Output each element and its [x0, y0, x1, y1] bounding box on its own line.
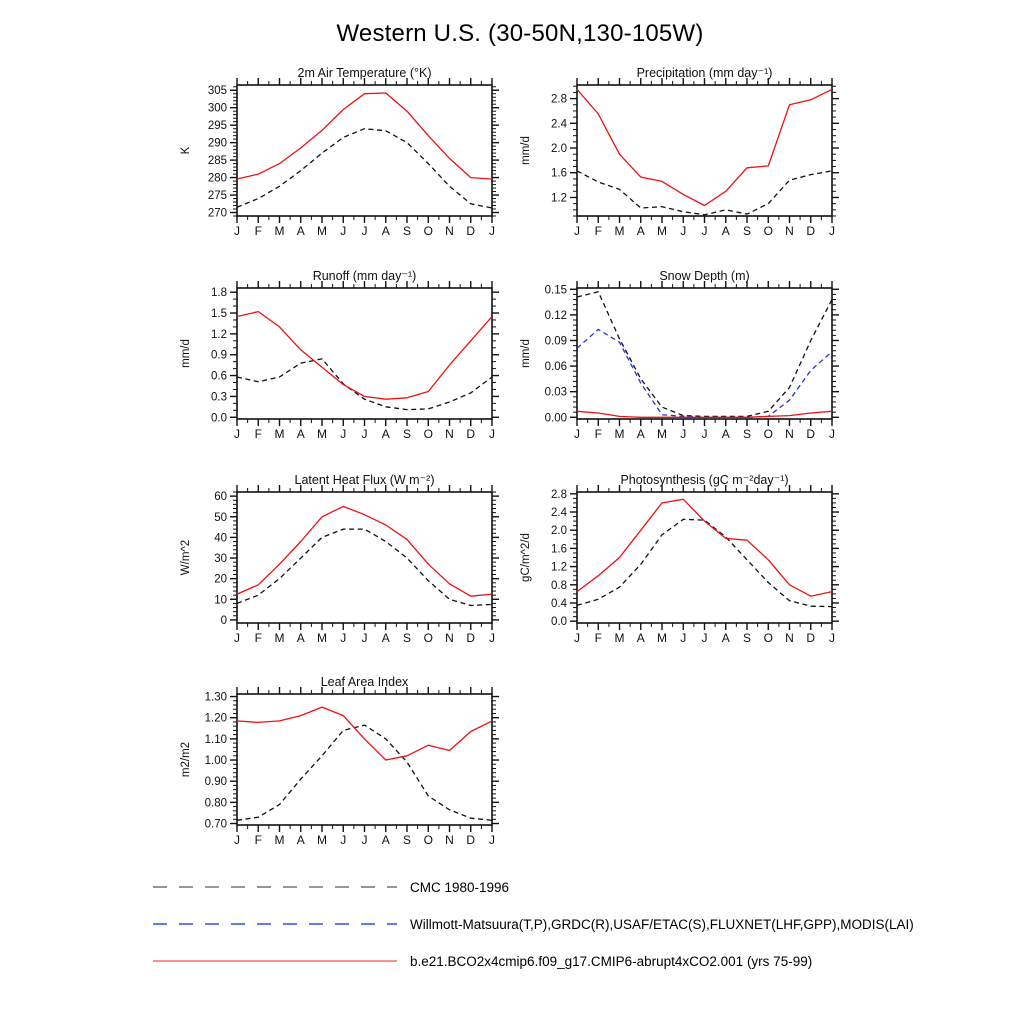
- x-tick-label: M: [274, 833, 285, 847]
- x-tick-label: O: [423, 631, 433, 645]
- y-tick-label: 0: [220, 614, 227, 627]
- x-tick-label: A: [721, 631, 730, 645]
- y-axis-label: mm/d: [180, 339, 192, 368]
- y-tick-label: 300: [207, 102, 227, 115]
- x-tick-label: J: [701, 224, 708, 238]
- x-tick-label: J: [340, 833, 347, 847]
- plot-frame: [237, 694, 492, 825]
- y-tick-label: 0.70: [204, 818, 227, 831]
- series-obs: [237, 359, 492, 410]
- x-tick-label: A: [296, 631, 305, 645]
- y-tick-label: 1.20: [204, 712, 227, 725]
- x-tick-label: J: [234, 224, 240, 238]
- y-tick-label: 0.6: [211, 370, 227, 383]
- y-tick-label: 295: [207, 120, 227, 133]
- x-tick-label: A: [296, 224, 305, 238]
- y-tick-label: 10: [214, 594, 227, 607]
- x-tick-label: F: [594, 631, 602, 645]
- figure-title: Western U.S. (30-50N,130-105W): [336, 20, 704, 47]
- legend-item-model: [152, 954, 914, 968]
- chart-title: Photosynthesis (gC m⁻²day⁻¹): [620, 473, 789, 487]
- y-tick-label: 0.0: [211, 412, 227, 425]
- y-tick-label: 1.2: [551, 192, 567, 205]
- x-tick-label: O: [763, 224, 773, 238]
- x-tick-label: A: [381, 631, 390, 645]
- series-model: [237, 93, 492, 179]
- x-tick-label: A: [381, 224, 390, 238]
- x-tick-label: F: [254, 631, 262, 645]
- x-tick-label: J: [361, 427, 368, 441]
- y-tick-label: 290: [207, 137, 227, 150]
- y-tick-label: 1.5: [211, 308, 227, 321]
- x-tick-label: N: [445, 427, 454, 441]
- x-tick-label: D: [466, 427, 476, 441]
- x-tick-label: J: [680, 631, 687, 645]
- chart-title: Precipitation (mm day⁻¹): [636, 66, 773, 80]
- x-tick-label: N: [445, 833, 454, 847]
- x-tick-label: A: [636, 427, 645, 441]
- y-tick-label: 0.00: [544, 412, 567, 425]
- series-willmott-matsuura-obs: [577, 329, 832, 417]
- x-tick-label: J: [234, 427, 240, 441]
- x-tick-label: N: [445, 224, 454, 238]
- y-tick-label: 0.4: [551, 597, 567, 610]
- plot-frame: [237, 85, 492, 216]
- x-tick-label: N: [445, 631, 454, 645]
- x-tick-label: J: [489, 427, 495, 441]
- legend-line-solid-red-icon: [152, 954, 398, 968]
- chart-latent-heat-flux: [149, 468, 522, 662]
- chart-snow-depth: [489, 264, 862, 458]
- x-tick-label: J: [574, 224, 580, 238]
- y-tick-label: 275: [207, 190, 227, 203]
- x-tick-label: J: [340, 631, 347, 645]
- y-tick-label: 1.2: [211, 328, 227, 341]
- x-tick-label: J: [701, 427, 708, 441]
- chart-leaf-area-index: [149, 670, 522, 864]
- x-tick-label: A: [296, 427, 305, 441]
- legend-line-dashed-blue-icon: [152, 917, 398, 931]
- y-axis-label: mm/d: [520, 339, 532, 368]
- y-tick-label: 30: [214, 553, 227, 566]
- x-tick-label: J: [340, 427, 347, 441]
- x-tick-label: A: [721, 427, 730, 441]
- x-tick-label: J: [361, 833, 368, 847]
- x-tick-label: D: [806, 427, 816, 441]
- y-tick-label: 2.0: [551, 143, 567, 156]
- chart-runoff: [149, 264, 522, 458]
- y-tick-label: 1.6: [551, 167, 567, 180]
- y-tick-label: 0.3: [211, 391, 227, 404]
- x-tick-label: M: [317, 833, 327, 847]
- x-tick-label: D: [466, 631, 476, 645]
- x-tick-label: M: [274, 427, 285, 441]
- x-tick-label: J: [234, 833, 240, 847]
- x-tick-label: N: [785, 224, 794, 238]
- x-tick-label: O: [423, 833, 433, 847]
- y-tick-label: 0.15: [544, 284, 567, 297]
- chart-precipitation: [489, 61, 862, 255]
- x-tick-label: O: [423, 224, 433, 238]
- x-tick-label: J: [489, 833, 495, 847]
- x-tick-label: D: [806, 631, 816, 645]
- y-tick-label: 270: [207, 207, 227, 220]
- legend: [152, 880, 914, 991]
- x-tick-label: M: [614, 631, 625, 645]
- x-tick-label: S: [402, 631, 412, 645]
- series-model: [577, 499, 832, 596]
- y-axis-label: K: [180, 146, 192, 155]
- chart-canvas-latent-heat-flux: [149, 468, 522, 657]
- x-tick-label: J: [680, 427, 687, 441]
- x-tick-label: J: [361, 224, 368, 238]
- y-tick-label: 0.9: [211, 349, 227, 362]
- x-tick-label: S: [402, 833, 412, 847]
- series-cmc-1980-1996: [577, 292, 832, 417]
- chart-canvas-photosynthesis: [489, 468, 862, 657]
- x-tick-label: O: [763, 427, 773, 441]
- x-tick-label: J: [574, 427, 580, 441]
- x-tick-label: A: [296, 833, 305, 847]
- y-tick-label: 20: [214, 573, 227, 586]
- y-tick-label: 1.10: [204, 733, 227, 746]
- x-tick-label: S: [742, 427, 752, 441]
- y-tick-label: 40: [214, 532, 227, 545]
- x-tick-label: N: [785, 631, 794, 645]
- plot-frame: [577, 85, 832, 216]
- x-tick-label: S: [742, 631, 752, 645]
- x-tick-label: M: [274, 224, 285, 238]
- y-tick-label: 0.06: [544, 361, 567, 374]
- series-model: [237, 707, 492, 760]
- series-obs: [577, 171, 832, 215]
- y-tick-label: 0.03: [544, 386, 567, 399]
- x-tick-label: A: [636, 631, 645, 645]
- y-tick-label: 1.30: [204, 691, 227, 704]
- x-tick-label: J: [234, 631, 240, 645]
- y-axis-label: W/m^2: [180, 539, 192, 576]
- y-tick-label: 0.80: [204, 797, 227, 810]
- x-tick-label: J: [829, 631, 835, 645]
- x-tick-label: M: [657, 224, 667, 238]
- plot-frame: [237, 492, 492, 623]
- y-tick-label: 1.2: [551, 561, 567, 574]
- y-tick-label: 305: [207, 85, 227, 98]
- chart-canvas-leaf-area-index: [149, 670, 522, 859]
- chart-canvas-precipitation: [489, 61, 862, 250]
- legend-line-dashed-gray-icon: [152, 880, 398, 894]
- legend-item-obs: [152, 917, 914, 931]
- x-tick-label: O: [763, 631, 773, 645]
- y-tick-label: 0.90: [204, 776, 227, 789]
- x-tick-label: J: [489, 631, 495, 645]
- x-tick-label: M: [317, 631, 327, 645]
- legend-label-model: b.e21.BCO2x4cmip6.f09_g17.CMIP6-abrupt4xCO2.001 (yrs 75-99): [410, 953, 813, 969]
- x-tick-label: D: [466, 833, 476, 847]
- x-tick-label: N: [785, 427, 794, 441]
- x-tick-label: S: [402, 224, 412, 238]
- y-tick-label: 50: [214, 511, 227, 524]
- chart-photosynthesis: [489, 468, 862, 662]
- x-tick-label: J: [361, 631, 368, 645]
- y-tick-label: 2.0: [551, 525, 567, 538]
- y-tick-label: 0.12: [544, 309, 567, 322]
- y-tick-label: 1.8: [211, 287, 227, 300]
- plot-frame: [577, 288, 832, 419]
- x-tick-label: D: [466, 224, 476, 238]
- y-tick-label: 0.09: [544, 335, 567, 348]
- chart-canvas-runoff: [149, 264, 522, 453]
- chart-canvas-air-temperature: [149, 61, 522, 250]
- chart-title: Snow Depth (m): [659, 269, 750, 283]
- x-tick-label: S: [742, 224, 752, 238]
- y-tick-label: 285: [207, 155, 227, 168]
- y-tick-label: 0.0: [551, 616, 567, 629]
- y-tick-label: 2.8: [551, 93, 567, 106]
- x-tick-label: J: [829, 427, 835, 441]
- x-tick-label: A: [381, 833, 390, 847]
- x-tick-label: O: [423, 427, 433, 441]
- x-tick-label: F: [254, 224, 262, 238]
- y-tick-label: 280: [207, 172, 227, 185]
- x-tick-label: J: [701, 631, 708, 645]
- x-tick-label: M: [657, 631, 667, 645]
- y-tick-label: 60: [214, 491, 227, 504]
- x-tick-label: J: [340, 224, 347, 238]
- x-tick-label: F: [594, 224, 602, 238]
- legend-item-cmc: [152, 880, 914, 894]
- series-obs: [237, 529, 492, 605]
- x-tick-label: M: [657, 427, 667, 441]
- x-tick-label: F: [594, 427, 602, 441]
- x-tick-label: J: [574, 631, 580, 645]
- y-tick-label: 1.00: [204, 755, 227, 768]
- x-tick-label: M: [317, 224, 327, 238]
- x-tick-label: A: [721, 224, 730, 238]
- x-tick-label: M: [614, 224, 625, 238]
- series-obs: [237, 129, 492, 208]
- chart-canvas-snow-depth: [489, 264, 862, 453]
- y-tick-label: 0.8: [551, 579, 567, 592]
- chart-title: 2m Air Temperature (°K): [297, 66, 432, 80]
- y-axis-label: m2/m2: [180, 741, 192, 778]
- plot-frame: [577, 492, 832, 623]
- x-tick-label: J: [489, 224, 495, 238]
- series-model: [237, 312, 492, 400]
- x-tick-label: A: [381, 427, 390, 441]
- chart-air-temperature: [149, 61, 522, 255]
- x-tick-label: J: [829, 224, 835, 238]
- x-tick-label: S: [402, 427, 412, 441]
- x-tick-label: J: [680, 224, 687, 238]
- chart-title: Runoff (mm day⁻¹): [312, 269, 417, 283]
- y-tick-label: 2.4: [551, 118, 567, 131]
- x-tick-label: A: [636, 224, 645, 238]
- x-tick-label: M: [317, 427, 327, 441]
- x-tick-label: M: [274, 631, 285, 645]
- x-tick-label: F: [254, 427, 262, 441]
- series-model: [577, 89, 832, 205]
- legend-label-obs: Willmott-Matsuura(T,P),GRDC(R),USAF/ETAC(S),FLUXNET(LHF,GPP),MODIS(LAI): [410, 916, 914, 932]
- y-axis-label: gC/m^2/d: [520, 533, 532, 582]
- y-tick-label: 2.8: [551, 488, 567, 501]
- y-axis-label: mm/d: [520, 136, 532, 165]
- series-obs: [577, 519, 832, 606]
- legend-label-cmc: CMC 1980-1996: [410, 879, 510, 895]
- chart-title: Latent Heat Flux (W m⁻²): [294, 473, 435, 487]
- y-tick-label: 1.6: [551, 543, 567, 556]
- chart-title: Leaf Area Index: [320, 675, 409, 689]
- x-tick-label: D: [806, 224, 816, 238]
- y-tick-label: 2.4: [551, 507, 567, 520]
- x-tick-label: F: [254, 833, 262, 847]
- x-tick-label: M: [614, 427, 625, 441]
